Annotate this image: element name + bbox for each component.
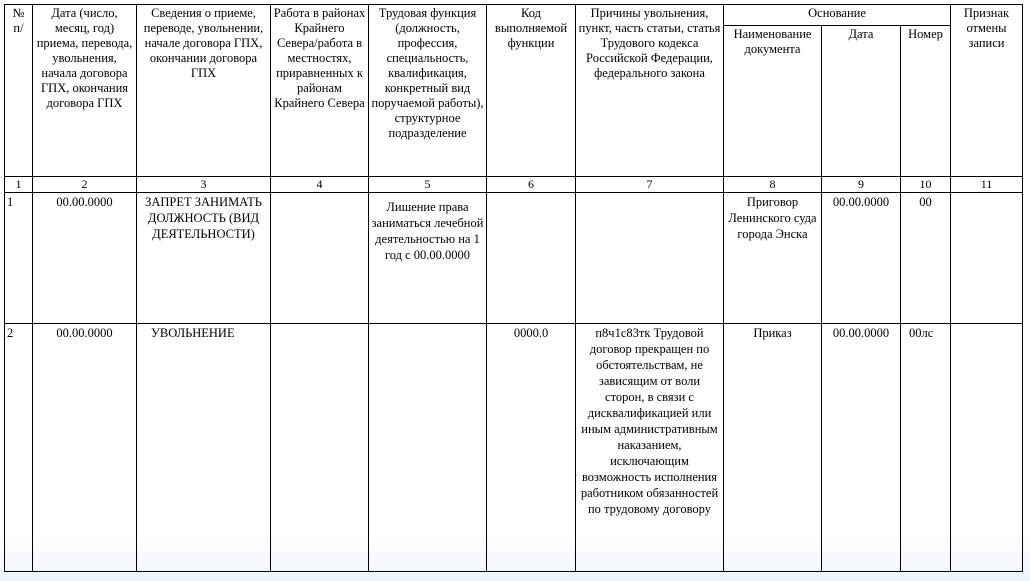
- row-info: ЗАПРЕТ ЗАНИМАТЬ ДОЛЖНОСТЬ (ВИД ДЕЯТЕЛЬНОСТИ): [137, 193, 271, 324]
- column-number: 10: [901, 177, 951, 193]
- header-row-top: [5, 5, 1023, 26]
- row-cancel: [951, 193, 1023, 324]
- row-doc-name: Приказ: [724, 324, 822, 572]
- header-doc-number: Номер: [901, 26, 951, 177]
- header-function: Трудовая функция (должность, профессия, специальность, квалификация, конкретный вид поручаемой работы), структурное подразделение: [369, 5, 487, 177]
- row-info: УВОЛЬНЕНИЕ: [137, 324, 271, 572]
- row-number: 2: [5, 324, 33, 572]
- row-doc-number: 00лс: [901, 324, 951, 572]
- column-number: 5: [369, 177, 487, 193]
- header-info: Сведения о приеме, переводе, увольнении, начале договора ГПХ, окончании договора ГПХ: [137, 5, 271, 177]
- header-doc-name: Наименование документа: [724, 26, 822, 177]
- header-date: Дата (число, месяц, год) приема, перевода, увольнения, начала договора ГПХ, окончания договора ГПХ: [33, 5, 137, 177]
- row-north: [271, 324, 369, 572]
- row-date: 00.00.0000: [33, 193, 137, 324]
- row-doc-date: 00.00.0000: [822, 193, 901, 324]
- column-number: 9: [822, 177, 901, 193]
- header-code: Код выполняемой функции: [487, 5, 576, 177]
- column-number: 3: [137, 177, 271, 193]
- header-reason: Причины увольнения, пункт, часть статьи, статья Трудового кодекса Российской Федерации, федерального закона: [576, 5, 724, 177]
- column-number: 2: [33, 177, 137, 193]
- row-function: [369, 324, 487, 572]
- header-north: Работа в районах Крайнего Севера/работа в местностях, приравненных к районам Крайнего Севера: [271, 5, 369, 177]
- row-code: [487, 193, 576, 324]
- row-number: 1: [5, 193, 33, 324]
- column-number: 11: [951, 177, 1023, 193]
- row-reason: [576, 193, 724, 324]
- column-number-row: [5, 177, 1023, 193]
- column-number: 8: [724, 177, 822, 193]
- table-row: [5, 324, 1023, 572]
- header-cancel: Признак отмены записи: [951, 5, 1023, 177]
- row-date: 00.00.0000: [33, 324, 137, 572]
- column-number: 4: [271, 177, 369, 193]
- row-doc-number: 00: [901, 193, 951, 324]
- column-number: 7: [576, 177, 724, 193]
- row-doc-date: 00.00.0000: [822, 324, 901, 572]
- row-code: 0000.0: [487, 324, 576, 572]
- row-north: [271, 193, 369, 324]
- employment-record-table: [4, 4, 1023, 572]
- row-function: Лишение права заниматься лечебной деятельностью на 1 год с 00.00.0000: [369, 193, 487, 324]
- row-reason: п8ч1с83тк Трудовой договор прекращен по обстоятельствам, не зависящим от воли сторон, в связи с дисквалификацией или иным административным наказанием, исключающим возможность исполнения работником обязанностей по трудовому договору: [576, 324, 724, 572]
- column-number: 1: [5, 177, 33, 193]
- header-number: № п/: [5, 5, 33, 177]
- table-row: [5, 193, 1023, 324]
- row-doc-name: Приговор Ленинского суда города Энска: [724, 193, 822, 324]
- header-doc-date: Дата: [822, 26, 901, 177]
- row-cancel: [951, 324, 1023, 572]
- column-number: 6: [487, 177, 576, 193]
- header-basis: Основание: [724, 5, 951, 26]
